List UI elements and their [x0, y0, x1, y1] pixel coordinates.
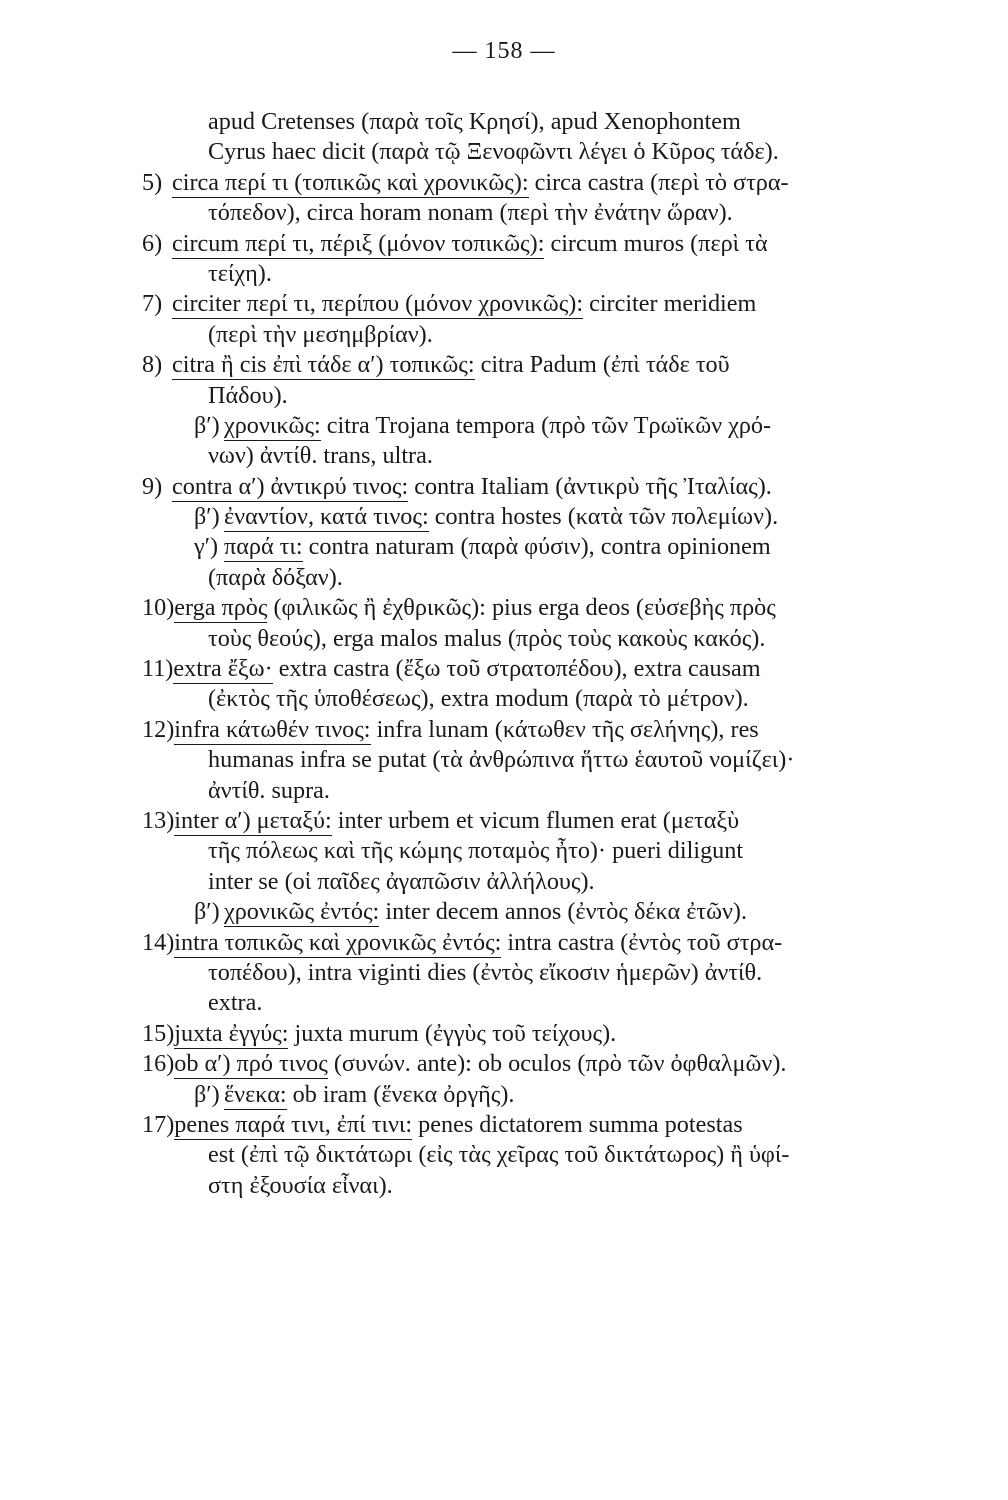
- text-line: [142, 350, 954, 380]
- text-line: [142, 684, 954, 714]
- page-number: — 158 —: [452, 38, 556, 64]
- text-line: [142, 1049, 954, 1079]
- entry-text: juxta murum (ἐγγὺς τοῦ τείχους).: [288, 1019, 617, 1047]
- entry-text: citra Trojana tempora (πρὸ τῶν Τρωϊκῶν χρό-: [320, 411, 772, 439]
- text-line: [142, 1140, 954, 1170]
- entry-text: τόπεδον), circa horam nonam (περὶ τὴν ἐνάτην ὥραν).: [208, 199, 733, 227]
- entry-headword: circiter περί τι, περίπου (μόνον χρονικῶς):: [172, 290, 584, 318]
- entry-text: (παρὰ δόξαν).: [208, 563, 343, 591]
- text-line: [142, 289, 954, 319]
- entry-number: 5): [142, 168, 163, 196]
- text-line: [142, 168, 954, 198]
- entry-number: 14): [142, 928, 175, 956]
- text-line: [142, 1171, 954, 1201]
- entry-text: νων) ἀντίθ. trans, ultra.: [208, 442, 433, 470]
- text-line: [142, 806, 954, 836]
- text-line: [142, 563, 954, 593]
- text-line: [142, 593, 954, 623]
- entry-number: 11): [142, 655, 174, 683]
- entry-text: penes dictatorem summa potestas: [412, 1110, 743, 1138]
- entry-number: 9): [142, 472, 163, 500]
- entry-text: Πάδου).: [208, 381, 288, 409]
- entry-text: citra Padum (ἐπὶ τάδε τοῦ: [474, 351, 730, 379]
- entry-number: 10): [142, 594, 175, 622]
- entry-text: apud Cretenses (παρὰ τοῖς Κρησί), apud Xenophontem: [208, 108, 741, 135]
- text-line: [142, 229, 954, 259]
- entry-text: intra castra (ἐντὸς τοῦ στρα-: [501, 928, 783, 956]
- text-line: [142, 1110, 954, 1140]
- text-line: [142, 745, 954, 775]
- entry-headword: contra α′) ἀντικρύ τινος:: [172, 472, 409, 500]
- entry-text: contra Italiam (ἀντικρὺ τῆς Ἰταλίας).: [408, 472, 772, 500]
- text-line: [142, 1019, 954, 1049]
- entry-number: β′): [194, 411, 220, 439]
- entry-text: circum muros (περὶ τὰ: [544, 229, 768, 257]
- entry-headword: infra κάτωθέν τινος:: [174, 715, 371, 743]
- text-line: [142, 381, 954, 411]
- entry-text: est (ἐπὶ τῷ δικτάτωρι (εἰς τὰς χεῖρας τοῦ δικτάτωρος) ἢ ὑφί-: [208, 1141, 790, 1169]
- entry-headword: extra ἔξω·: [173, 655, 273, 683]
- entry-headword: citra ἢ cis ἐπὶ τάδε α′) τοπικῶς:: [172, 351, 475, 379]
- entry-text: contra naturam (παρὰ φύσιν), contra opinionem: [302, 533, 771, 561]
- text-line: [142, 502, 954, 532]
- entry-text: humanas infra se putat (τὰ ἀνθρώπινα ἥττω ἑαυτοῦ νομίζει)·: [208, 746, 795, 774]
- text-line: [142, 320, 954, 350]
- text-line: [142, 411, 954, 441]
- entry-headword: circum περί τι, πέριξ (μόνον τοπικῶς):: [172, 229, 545, 257]
- text-line: [142, 836, 954, 866]
- entry-text: ἀντίθ. supra.: [208, 776, 330, 804]
- entry-number: β′): [194, 1080, 220, 1108]
- entry-number: γ′): [194, 533, 219, 561]
- entry-number: β′): [194, 503, 220, 531]
- text-line: [142, 137, 954, 167]
- entry-number: 12): [142, 715, 175, 743]
- entry-number: 15): [142, 1019, 175, 1047]
- entry-headword: ob α′) πρό τινος: [174, 1050, 328, 1078]
- entry-number: β′): [194, 898, 220, 926]
- entry-number: 16): [142, 1050, 175, 1078]
- text-line: [142, 532, 954, 562]
- entry-headword: παρά τι:: [224, 533, 303, 561]
- entry-text: inter urbem et vicum flumen erat (μεταξὺ: [331, 806, 740, 834]
- entry-number: 13): [142, 806, 175, 834]
- text-line: [142, 988, 954, 1018]
- entry-headword: circa περί τι (τοπικῶς καὶ χρονικῶς):: [172, 168, 529, 196]
- text-line: [142, 867, 954, 897]
- entry-text: circa castra (περὶ τὸ στρα-: [528, 168, 789, 196]
- entry-headword: ἕνεκα:: [224, 1080, 287, 1108]
- entry-headword: ἐναντίον, κατά τινος:: [224, 503, 429, 531]
- text-line: [142, 624, 954, 654]
- entry-text: extra.: [208, 989, 263, 1017]
- entry-headword: erga πρὸς: [174, 594, 268, 622]
- entry-headword: χρονικῶς:: [224, 411, 321, 439]
- text-line: [142, 259, 954, 289]
- entry-number: 17): [142, 1110, 175, 1138]
- entry-text: extra castra (ἔξω τοῦ στρατοπέδου), extra causam: [272, 655, 761, 683]
- text-line: [142, 928, 954, 958]
- text-line: [142, 776, 954, 806]
- text-line: [142, 715, 954, 745]
- entry-text: τείχη).: [208, 259, 272, 287]
- entry-text: (συνών. ante): ob oculos (πρὸ τῶν ὀφθαλμῶν).: [327, 1050, 787, 1078]
- entry-text: τῆς πόλεως καὶ τῆς κώμης ποταμὸς ἦτο)· pueri diligunt: [208, 837, 744, 865]
- text-line: [142, 958, 954, 988]
- entry-text: τοὺς θεούς), erga malos malus (πρὸς τοὺς κακοὺς κακός).: [208, 624, 766, 652]
- text-line: [142, 1080, 954, 1110]
- entry-text: Cyrus haec dicit (παρὰ τῷ Ξενοφῶντι λέγει ὁ Κῦρος τάδε).: [208, 138, 779, 166]
- entry-headword: χρονικῶς ἐντός:: [224, 898, 380, 926]
- entry-headword: inter α′) μεταξύ:: [174, 806, 332, 834]
- dictionary-text: [142, 107, 954, 1201]
- text-line: [142, 897, 954, 927]
- text-line: [142, 654, 954, 684]
- entry-number: 6): [142, 229, 163, 257]
- entry-text: στη ἐξουσία εἶναι).: [208, 1171, 393, 1199]
- entry-text: inter decem annos (ἐντὸς δέκα ἐτῶν).: [379, 898, 748, 926]
- entry-text: (ἐκτὸς τῆς ὑποθέσεως), extra modum (παρὰ τὸ μέτρον).: [208, 685, 749, 713]
- entry-text: τοπέδου), intra viginti dies (ἐντὸς εἴκοσιν ἡμερῶν) ἀντίθ.: [208, 958, 763, 986]
- text-line: [142, 441, 954, 471]
- entry-text: circiter meridiem: [583, 290, 757, 318]
- entry-headword: intra τοπικῶς καὶ χρονικῶς ἐντός:: [174, 928, 502, 956]
- entry-number: 7): [142, 290, 163, 318]
- text-line: [142, 198, 954, 228]
- entry-text: contra hostes (κατὰ τῶν πολεμίων).: [428, 503, 779, 531]
- entry-headword: juxta ἐγγύς:: [174, 1019, 289, 1047]
- entry-text: (φιλικῶς ἢ ἐχθρικῶς): pius erga deos (εὐσεβὴς πρὸς: [267, 594, 776, 622]
- entry-text: ob iram (ἕνεκα ὀργῆς).: [286, 1080, 515, 1108]
- entry-text: inter se (οἱ παῖδες ἀγαπῶσιν ἀλλήλους).: [208, 867, 595, 895]
- entry-text: infra lunam (κάτωθεν τῆς σελήνης), res: [370, 715, 759, 743]
- text-line: [142, 472, 954, 502]
- entry-text: (περὶ τὴν μεσημβρίαν).: [208, 320, 433, 348]
- text-line: [142, 107, 954, 137]
- entry-number: 8): [142, 351, 163, 379]
- entry-headword: penes παρά τινι, ἐπί τινι:: [174, 1110, 413, 1138]
